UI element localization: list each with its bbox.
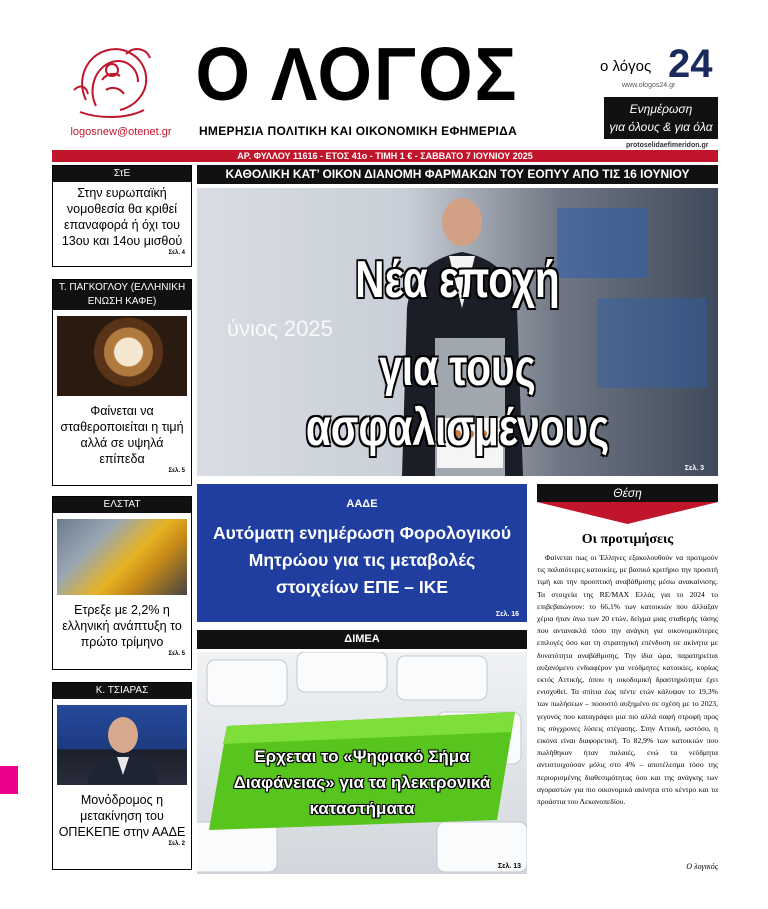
page-reference: Σελ. 5 <box>168 651 185 657</box>
politician-photo <box>57 705 187 785</box>
opinion-body: Φαίνεται πως οι Έλληνες εξακολουθούν να προτιμούν τις παλαιότερες κατοικίες, με βασικό κριτήριο την προσιτή τιμή και την προοπτική αναβάθμισης μέσω ανακαίνισης. Τα στοιχεία της RE/MAX Ελλάς για το 2024 το επιβεβαιώνουν: το 66,1% των κατοικιών που άλλαξαν χέρια ήταν άνω των 20 ετών, δείγμα μιας σταθερής τάσης που αντανακλά τόσο την ανάγκη για οικονομικότερες επιλογές όσο και τη στρατηγική επένδυση σε ακίνητα με δυνατότητα αναβάθμισης. Την ίδια ώρα, παρατηρείται αυξανόμενο ενδιαφέρον για νεόδμητες κατοικίες, κυρίως εκτός Αττικής, όπου η οικοδομική δραστηριότητα έχει ενισχυθεί. Τα σπίτια έως πέντε ετών κάλυψαν το 19,3% των πωλήσεων – ποσοστό αυξημένο σε σχέση με το 2023, γεγονός που καταγράφει μια πιο αλλά σαφή στροφή προς τις σύγχρονες λύσεις στέγασης. Στην Αττική, ωστόσο, η εικόνα είναι διαφορετική. Το 82,9% των κατοικιών που πωλήθηκαν ήταν παλαιές, ενώ τα νεόδμητα αντιστοιχούσαν μόλις στο 4% – αποτέλεσμα τόσο της περιορισμένης διαθεσιμότητας όσο και της ανάγκης των αγοραστών για πιο οικονομικά ακίνητα στο κέντρο και τα προάστια του Λεκανοπεδίου. <box>537 553 718 807</box>
lead-headline-line-2: για τους ασφαλισμένους <box>305 339 610 457</box>
aade-headline-line-1: Αυτόματη ενημέρωση Φορολογικού <box>212 523 512 543</box>
brand-url: www.ologos24.gr <box>622 82 676 89</box>
aade-headline-line-2: Μητρώου για τις μεταβολές <box>248 550 476 570</box>
promo-line-2: για όλους & για όλα <box>609 120 713 134</box>
promo-box <box>604 97 718 139</box>
page-reference: Σελ. 16 <box>495 611 519 618</box>
dimea-headline-line-3: καταστήματα <box>309 799 415 818</box>
lead-story-photo[interactable] <box>197 188 718 476</box>
page-reference: Σελ. 5 <box>168 468 185 474</box>
aade-headline <box>197 520 527 601</box>
newspaper-title: Ο ΛΟΓΟΣ <box>195 31 519 117</box>
page-reference: Σελ. 4 <box>168 250 185 256</box>
portrait-figure <box>57 705 187 785</box>
dimea-headline <box>197 744 527 822</box>
brand-text: ο λόγος <box>600 58 652 75</box>
contact-email[interactable]: logosnew@otenet.gr <box>70 126 172 138</box>
dimea-story-photo[interactable] <box>197 652 527 874</box>
opinion-banner-arrow <box>537 502 718 524</box>
kicker-headline[interactable]: ΚΑΘΟΛΙΚΗ ΚΑΤ’ ΟΙΚΟΝ ΔΙΑΝΟΜΗ ΦΑΡΜΑΚΩΝ ΤΟΥ ΕΟΠΥΥ ΑΠΟ ΤΙΣ 16 ΙΟΥΝΙΟΥ <box>197 165 718 184</box>
print-registration-mark <box>0 766 18 794</box>
dimea-tag[interactable]: ΔΙΜΕΑ <box>197 630 527 649</box>
aade-headline-line-3: στοιχείων ΕΠΕ – ΙΚΕ <box>275 577 449 597</box>
sidebar-story-text: Φαίνεται να σταθεροποιείται η τιμή αλλά σε υψηλά επίπεδα <box>60 404 184 466</box>
aade-tag: ΑΑΔΕ <box>346 498 378 510</box>
opinion-title[interactable]: Οι προτιμήσεις <box>581 532 674 547</box>
sidebar-story-4[interactable] <box>52 682 192 870</box>
sidebar-story-header: ΣτΕ <box>53 166 191 182</box>
dimea-headline-line-2: Διαφάνειας» για τα ηλεκτρονικά <box>233 773 491 792</box>
ologos24-logo[interactable] <box>600 42 713 92</box>
brand-number: 24 <box>668 42 713 86</box>
promo-line-1: Ενημέρωση <box>629 102 693 116</box>
page-reference: Σελ. 2 <box>168 841 185 847</box>
sidebar-story-header: ΕΛΣΤΑΤ <box>53 497 191 513</box>
construction-photo <box>57 519 187 595</box>
issue-info-bar: ΑΡ. ΦΥΛΛΟΥ 11616 - ΕΤΟΣ 41ο - ΤΙΜΗ 1 € - ΣΑΒΒΑΤΟ 7 ΙΟΥΝΙΟΥ 2025 <box>52 150 718 162</box>
newspaper-subtitle: ΗΜΕΡΗΣΙΑ ΠΟΛΙΤΙΚΗ ΚΑΙ ΟΙΚΟΝΟΜΙΚΗ ΕΦΗΜΕΡΙΔΑ <box>198 124 518 138</box>
backdrop-text: ύνιος 2025 <box>227 316 333 341</box>
sidebar-story-header: Κ. ΤΣΙΑΡΑΣ <box>53 683 191 699</box>
opinion-tag: Θέση <box>537 484 718 502</box>
sidebar-story-text: Μονόδρομος η μετακίνηση του ΟΠΕΚΕΠΕ στην ΑΑΔΕ <box>58 793 186 839</box>
sidebar-story-text: Στην ευρωπαϊκή νομοθεσία θα κριθεί επαναφορά ή όχι του 13ου και 14ου μισθού <box>61 186 183 248</box>
page-reference: Σελ. 13 <box>497 863 521 870</box>
opinion-signature: Ο λογικός <box>686 862 718 871</box>
sidebar-story-1[interactable] <box>52 165 192 267</box>
site-credit: protoselidaefimeridon.gr <box>626 142 709 149</box>
coffee-photo <box>57 316 187 396</box>
sidebar-story-3[interactable] <box>52 496 192 670</box>
sidebar-story-2[interactable] <box>52 279 192 486</box>
sidebar-story-header: Τ. ΠΑΓΚΟΓΛΟΥ (ΕΛΛΗΝΙΚΗ ΕΝΩΣΗ ΚΑΦΕ) <box>53 280 191 310</box>
page-reference: Σελ. 3 <box>684 465 704 472</box>
lead-headline-line-1: Νέα εποχή <box>355 251 560 309</box>
newspaper-logo-illustration <box>66 40 158 122</box>
dimea-headline-line-1: Ερχεται το «Ψηφιακό Σήμα <box>254 747 470 766</box>
sidebar-story-text: Ετρεξε με 2,2% η ελληνική ανάπτυξη το πρώτο τρίμηνο <box>62 603 182 649</box>
aade-story[interactable] <box>197 484 527 622</box>
